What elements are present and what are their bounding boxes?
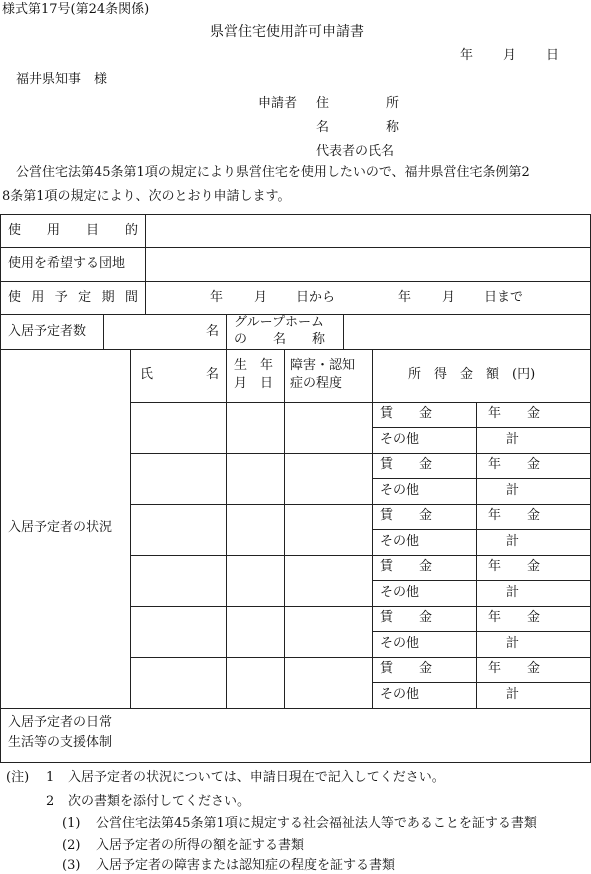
period-to-year: 年: [398, 290, 412, 305]
income-pension-label: 年 金: [488, 610, 541, 625]
date-day: 日: [546, 48, 560, 63]
resident-status-label: 入居予定者の状況: [8, 520, 113, 535]
note-1-text: 入居予定者の状況については、申請日現在で記入してください。: [68, 770, 445, 785]
income-other-label: その他: [380, 483, 420, 498]
header-birth-2: 月 日: [234, 376, 274, 391]
support-label-1: 入居予定者の日常: [8, 715, 113, 730]
note-item-number: (3): [62, 858, 81, 873]
income-wage-label: 賃 金: [380, 559, 433, 574]
period-to-month: 月: [442, 290, 456, 305]
income-total-label: 計: [506, 636, 520, 651]
body-text-line1: 公営住宅法第45条第1項の規定により県営住宅を使用したいので、福井県営住宅条例第2: [16, 165, 530, 180]
income-other-label: その他: [380, 534, 420, 549]
header-disability-1: 障害・認知: [290, 358, 356, 373]
name-label-1: 名: [316, 120, 330, 135]
purpose-label: 使 用 目 的: [8, 223, 138, 238]
income-total-label: 計: [506, 585, 520, 600]
date-month: 月: [503, 48, 517, 63]
form-number: 様式第17号(第24条関係): [2, 2, 150, 17]
income-wage-label: 賃 金: [380, 406, 433, 421]
note-item-text: 入居予定者の障害または認知症の程度を証する書類: [96, 858, 396, 873]
grouphome-label-2: の 名 称: [234, 332, 326, 347]
addressee: 福井県知事 様: [16, 72, 108, 87]
address-label-2: 所: [386, 96, 400, 111]
form-title: 県営住宅使用許可申請書: [210, 24, 364, 40]
header-disability-2: 症の程度: [290, 376, 343, 391]
resident-count-unit: 名: [206, 324, 220, 339]
income-wage-label: 賃 金: [380, 457, 433, 472]
body-text-line2: 8条第1項の規定により、次のとおり申請します。: [2, 189, 291, 204]
income-other-label: その他: [380, 636, 420, 651]
income-total-label: 計: [506, 432, 520, 447]
name-label-2: 称: [386, 120, 400, 135]
header-name-1: 氏: [140, 367, 154, 382]
income-pension-label: 年 金: [488, 406, 541, 421]
income-wage-label: 賃 金: [380, 508, 433, 523]
period-label: 使 用 予 定 期 間: [8, 290, 138, 305]
income-pension-label: 年 金: [488, 508, 541, 523]
income-wage-label: 賃 金: [380, 661, 433, 676]
note-item-number: (2): [62, 838, 81, 853]
header-birth-1: 生 年: [234, 358, 274, 373]
estate-label: 使用を希望する団地: [8, 256, 126, 271]
income-total-label: 計: [506, 687, 520, 702]
income-other-label: その他: [380, 687, 420, 702]
support-label-2: 生活等の支援体制: [8, 735, 113, 750]
note-2-number: 2: [46, 794, 55, 809]
representative-label: 代表者の氏名: [316, 144, 395, 159]
address-label-1: 住: [316, 96, 330, 111]
note-2-text: 次の書類を添付してください。: [68, 794, 251, 809]
applicant-label: 申請者: [258, 96, 298, 111]
note-item-text: 公営住宅法第45条第1項に規定する社会福祉法人等であることを証する書類: [96, 816, 537, 831]
header-name-2: 名: [206, 367, 220, 382]
income-wage-label: 賃 金: [380, 610, 433, 625]
notes-marker: (注): [6, 770, 30, 785]
note-item-text: 入居予定者の所得の額を証する書類: [96, 838, 305, 853]
grouphome-label-1: グループホーム: [234, 315, 324, 330]
income-pension-label: 年 金: [488, 661, 541, 676]
note-1-number: 1: [46, 770, 55, 785]
note-item-number: (1): [62, 816, 81, 831]
period-to-suffix: 日まで: [484, 290, 524, 305]
income-other-label: その他: [380, 432, 420, 447]
period-from-month: 月: [254, 290, 268, 305]
income-total-label: 計: [506, 483, 520, 498]
period-from-year: 年: [210, 290, 224, 305]
date-year: 年: [460, 48, 474, 63]
income-pension-label: 年 金: [488, 457, 541, 472]
period-from-suffix: 日から: [296, 290, 336, 305]
header-income: 所 得 金 額 (円): [408, 367, 536, 382]
income-total-label: 計: [506, 534, 520, 549]
income-other-label: その他: [380, 585, 420, 600]
resident-count-label: 入居予定者数: [8, 324, 87, 339]
income-pension-label: 年 金: [488, 559, 541, 574]
